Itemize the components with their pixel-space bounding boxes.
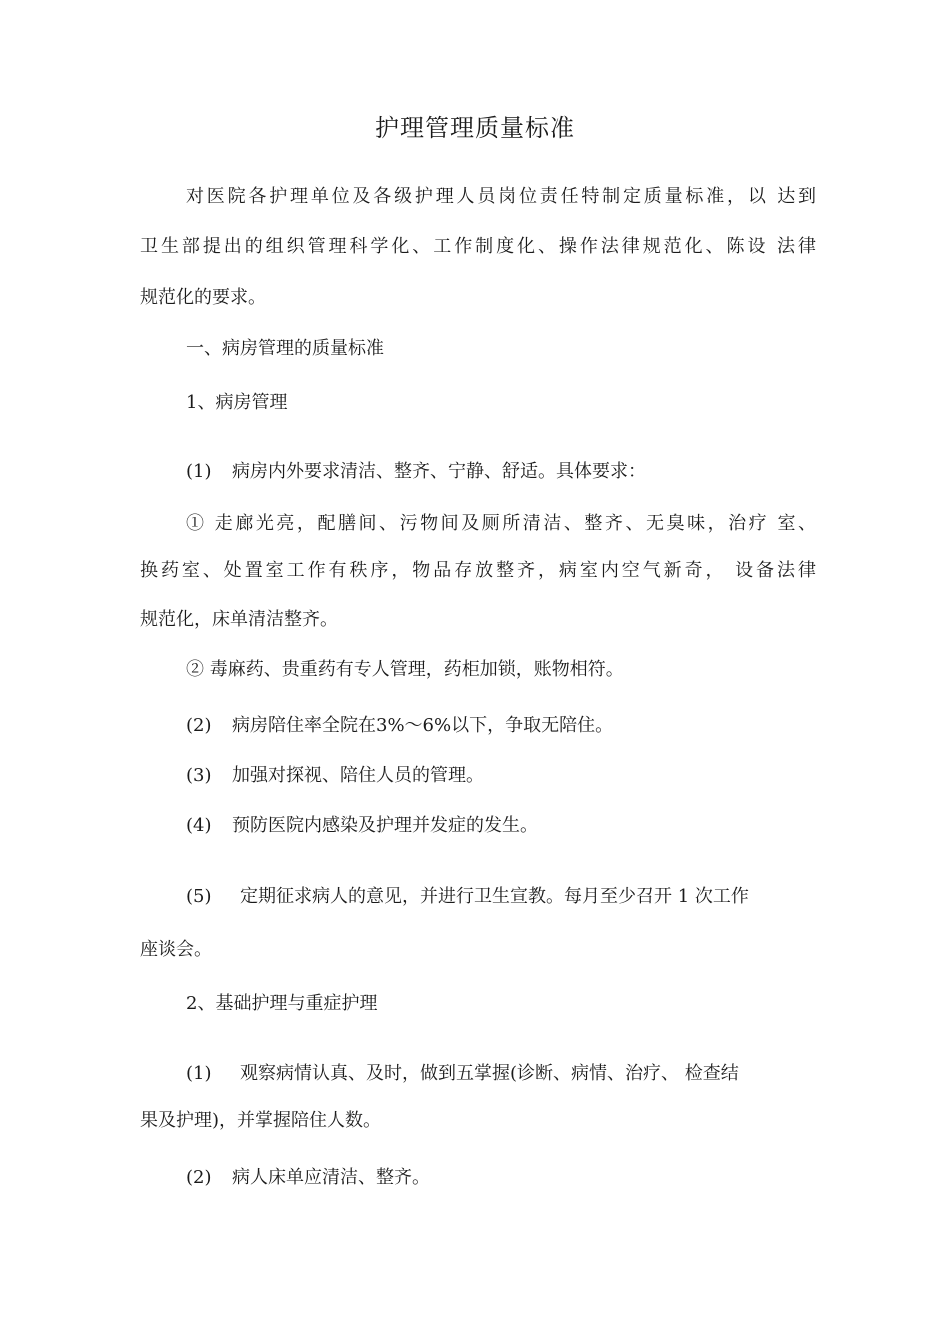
- list-item-1-1: [186, 459, 816, 485]
- list-item-1-3: [186, 763, 816, 789]
- list-item-1-5-continued: 座谈会。: [140, 939, 212, 960]
- list-item-1-5: [186, 884, 816, 910]
- item-number: (5): [186, 886, 212, 907]
- item-text: 观察病情认真、及时，做到五掌握(诊断、病情、治疗、 检查结: [240, 1063, 739, 1084]
- circled-item-1-line-3: 规范化，床单清洁整齐。: [140, 609, 338, 630]
- item-text: 加强对探视、陪住人员的管理。: [232, 765, 484, 786]
- list-item-1-2: [186, 713, 816, 739]
- list-item-2-2: [186, 1165, 816, 1191]
- intro-line-2: 卫生部提出的组织管理科学化、工作制度化、操作法律规范化、陈设 法律: [140, 236, 816, 257]
- item-text: 病人床单应清洁、整齐。: [232, 1167, 430, 1188]
- subsection-heading-2: 2、基础护理与重症护理: [186, 993, 378, 1014]
- list-item-2-1: [186, 1061, 816, 1087]
- item-text: 定期征求病人的意见，并进行卫生宣教。每月至少召开 1 次工作: [240, 886, 749, 907]
- intro-line-3: 规范化的要求。: [140, 287, 266, 308]
- item-number: (2): [186, 1167, 212, 1188]
- item-text: 病房内外要求清洁、整齐、宁静、舒适。具体要求：: [232, 461, 646, 482]
- circled-item-2: ② 毒麻药、贵重药有专人管理，药柜加锁，账物相符。: [186, 659, 624, 680]
- item-number: (4): [186, 815, 212, 836]
- item-number: (1): [186, 1063, 212, 1084]
- item-text: 病房陪住率全院在3%〜6%以下，争取无陪住。: [232, 715, 614, 736]
- item-text: 预防医院内感染及护理并发症的发生。: [232, 815, 538, 836]
- list-item-1-4: [186, 813, 816, 839]
- intro-line-1: 对医院各护理单位及各级护理人员岗位责任特制定质量标准，以 达到: [186, 186, 816, 207]
- item-number: (1): [186, 461, 212, 482]
- circled-item-1-line-1: ① 走廊光亮，配膳间、污物间及厕所清洁、整齐、无臭味，治疗 室、: [186, 513, 816, 534]
- item-number: (3): [186, 765, 212, 786]
- subsection-heading-1: 1、病房管理: [186, 392, 288, 413]
- section-heading-1: 一、病房管理的质量标准: [186, 338, 384, 359]
- list-item-2-1-continued: 果及护理)，并掌握陪住人数。: [140, 1110, 382, 1131]
- circled-item-1-line-2: 换药室、处置室工作有秩序，物品存放整齐，病室内空气新奇， 设备法律: [140, 560, 816, 581]
- item-number: (2): [186, 715, 212, 736]
- document-title: 护理管理质量标准: [375, 114, 575, 142]
